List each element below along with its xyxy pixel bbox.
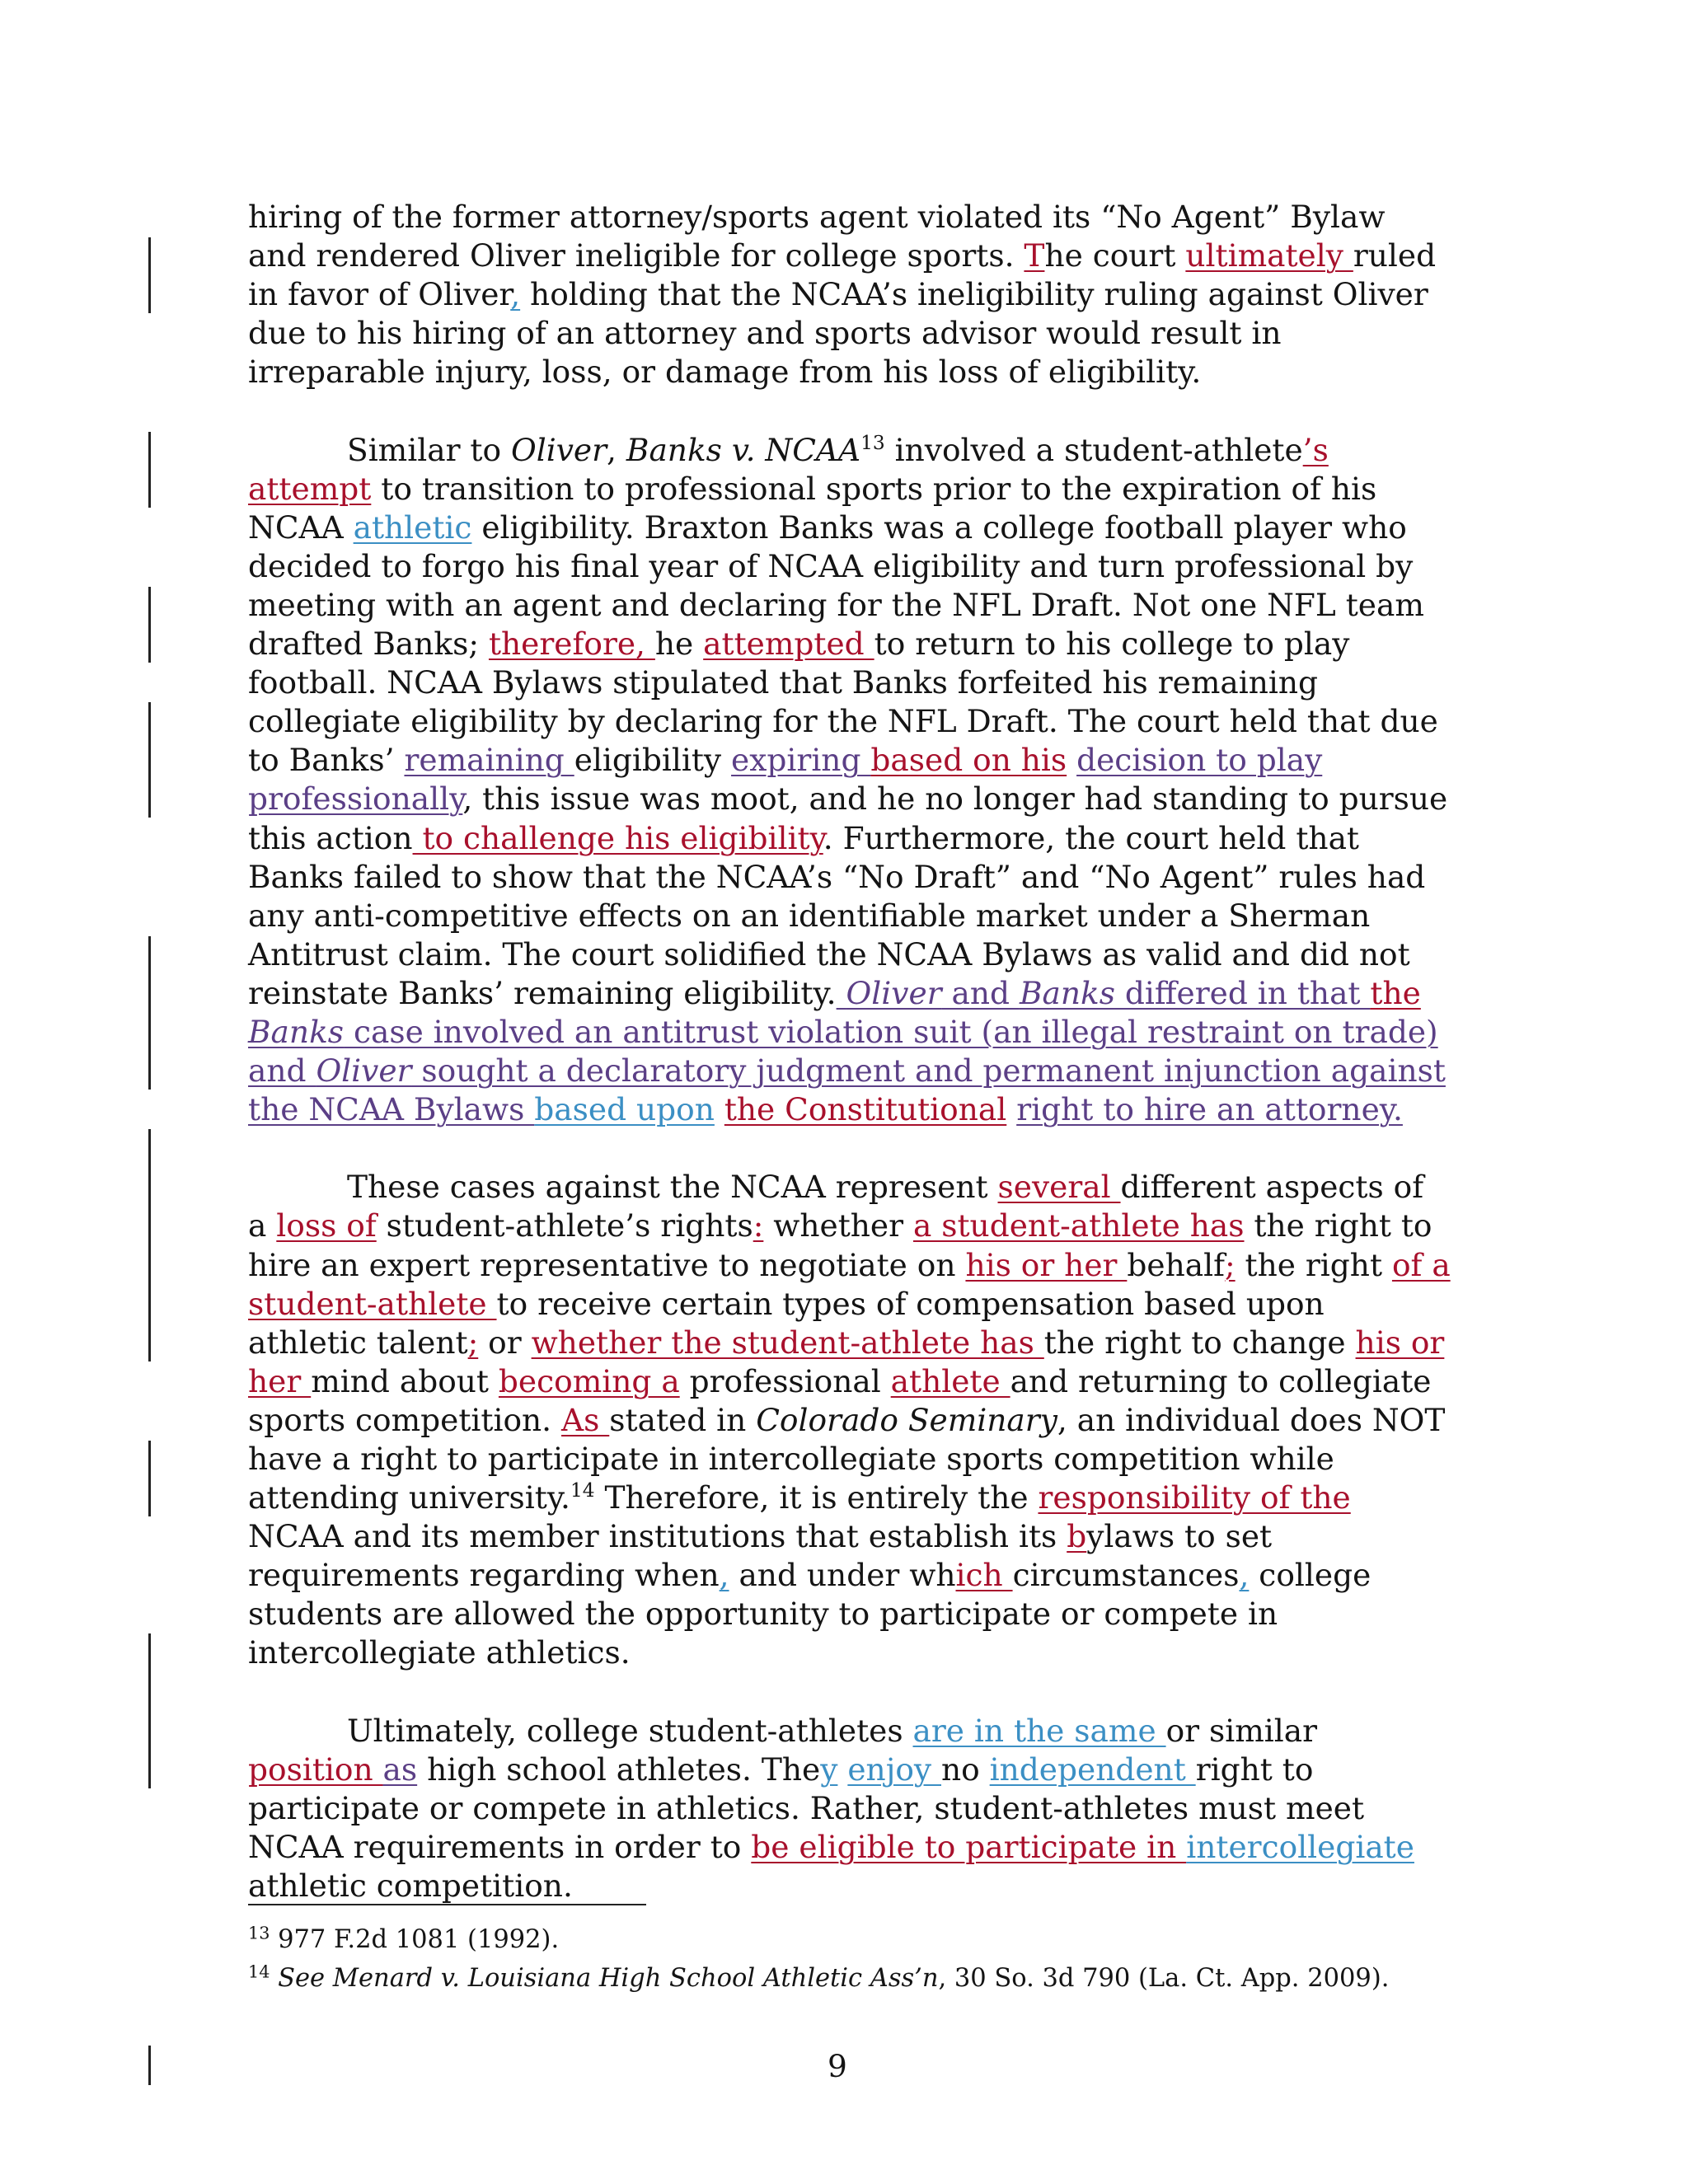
- tracked-insertion: ultimately: [1185, 237, 1353, 274]
- paragraph-3: [248, 1168, 1451, 1672]
- text-run: or: [478, 1324, 532, 1361]
- tracked-insertion: ;: [467, 1324, 479, 1361]
- footnote-reference: 14: [248, 1961, 270, 1982]
- text-run: student-athlete’s rights: [376, 1207, 753, 1244]
- paragraph-1: [248, 198, 1451, 391]
- change-bar: [148, 432, 151, 508]
- tracked-insertion: based on his: [870, 742, 1067, 779]
- tracked-insertion: differed in that: [1114, 974, 1371, 1011]
- change-bar: [148, 2046, 151, 2085]
- tracked-insertion: based upon: [534, 1091, 715, 1128]
- change-bar: [148, 237, 151, 313]
- tracked-insertion: the Constitutional: [724, 1091, 1007, 1128]
- text-run: the right to hire an expert representative to negotiate on: [248, 1207, 1432, 1283]
- text-run: for the NFL Draft. Not one NFL team drafted Banks;: [248, 586, 1424, 663]
- change-bar: [148, 587, 151, 663]
- page-number: 9: [828, 2048, 847, 2084]
- text-run: ,: [607, 431, 626, 468]
- tracked-insertion: becoming a: [498, 1362, 680, 1399]
- footnote-reference: 13: [248, 1923, 270, 1943]
- tracked-insertion: whether the student-athlete has: [531, 1324, 1044, 1361]
- text-run: stated in: [609, 1401, 757, 1438]
- text-run: [1006, 1091, 1016, 1127]
- footnote-separator: [248, 1904, 646, 1905]
- tracked-insertion: as: [382, 1750, 418, 1788]
- tracked-insertion: attempted: [703, 626, 874, 663]
- text-run: [270, 1964, 278, 1993]
- tracked-insertion: and: [941, 974, 1020, 1011]
- text-run: mind about: [311, 1362, 499, 1399]
- text-run: Similar to: [347, 431, 511, 468]
- text-run: no: [941, 1750, 990, 1788]
- tracked-insertion: athletic: [353, 509, 472, 546]
- tracked-insertion: his or her: [965, 1246, 1128, 1283]
- text-run: he: [654, 626, 704, 663]
- tracked-insertion: T: [1024, 237, 1045, 274]
- text-run: Therefore, it is entirely the: [594, 1479, 1039, 1516]
- tracked-insertion: [837, 975, 846, 1011]
- tracked-insertion: position: [248, 1750, 383, 1788]
- text-run: professional: [679, 1362, 891, 1399]
- text-run: [715, 1091, 724, 1127]
- tracked-insertion: are in the same: [912, 1712, 1166, 1749]
- text-run: behalf: [1127, 1246, 1225, 1283]
- tracked-insertion: y: [820, 1750, 838, 1788]
- change-bar: [148, 1129, 151, 1361]
- tracked-insertion: ich: [955, 1557, 1013, 1594]
- italic-text: See Menard v. Louisiana High School Athletic Ass’n: [278, 1964, 939, 1993]
- text-run: athletic competition.: [248, 1868, 573, 1905]
- tracked-insertion: responsibility of the: [1038, 1479, 1351, 1516]
- tracked-insertion: Oliver: [846, 974, 942, 1011]
- tracked-insertion: ,: [510, 276, 521, 313]
- tracked-insertion: of a student-athlete: [248, 1246, 1451, 1322]
- text-run: or similar: [1165, 1712, 1318, 1749]
- italic-text: Colorado Seminary: [756, 1401, 1057, 1438]
- text-run: Ultimately, college student-athletes: [347, 1712, 913, 1749]
- body-text: [248, 198, 1451, 1944]
- tracked-insertion: loss of: [276, 1207, 377, 1244]
- change-bar: [148, 702, 151, 818]
- text-run: These cases against the NCAA represent: [347, 1169, 998, 1206]
- text-run: to return to his college to play football. NCAA Bylaws stipulated that Banks forfeited his remaining collegiate eligibility by declaring for the NFL Draft. The court held that due to Banks’: [248, 626, 1438, 779]
- tracked-insertion: sought a declaratory judgment and permanent injunction against the NCAA Bylaws: [248, 1052, 1446, 1128]
- text-run: , 30 So. 3d 790 (La. Ct. App. 2009).: [938, 1964, 1390, 1993]
- text-run: . Furthermore, the court held that Banks failed to show that the NCAA’s “No Draft” and “No Agent” rules had any anti-competitive effects on an identifiable market under a Sherman Antitrust claim. The court solidified the NCAA Bylaws as valid and did not reinstate Banks’ remaining eligibility.: [248, 819, 1426, 1011]
- text-run: different aspects of a: [248, 1169, 1424, 1244]
- footnote-reference: 13: [860, 431, 885, 454]
- tracked-insertion: enjoy: [847, 1750, 941, 1788]
- text-run: eligibility: [574, 742, 732, 779]
- text-run: the right: [1235, 1246, 1392, 1283]
- text-run: and under wh: [729, 1557, 956, 1594]
- text-run: involved a student-athlete: [884, 431, 1303, 468]
- text-run: , this issue was moot, and he no longer had standing to pursue this action: [248, 780, 1448, 856]
- change-bar: [148, 936, 151, 1090]
- tracked-insertion: be eligible to participate in: [751, 1828, 1187, 1865]
- footnote-reference: 14: [570, 1479, 595, 1502]
- text-run: NCAA and its member institutions that establish its: [248, 1518, 1067, 1555]
- tracked-insertion: attempt: [248, 470, 372, 507]
- text-run: [837, 1751, 847, 1788]
- text-run: hiring of the former attorney/sports agent violated its “No Agent” Bylaw and rendered Oliver ineligible for college sports.: [248, 199, 1386, 274]
- tracked-insertion: to challenge his eligibility: [412, 819, 823, 856]
- tracked-insertion: decision to play professionally: [248, 742, 1323, 818]
- text-run: high school athletes. The: [417, 1750, 821, 1788]
- tracked-insertion: intercollegiate: [1186, 1828, 1414, 1865]
- tracked-insertion: ’s: [1302, 431, 1329, 468]
- footnotes: [248, 1920, 1451, 1998]
- tracked-insertion: several: [997, 1169, 1121, 1206]
- tracked-insertion: ,: [1239, 1557, 1250, 1594]
- text-run: ylaws to set requirements regarding when: [248, 1518, 1273, 1594]
- tracked-insertion: therefore,: [488, 626, 655, 663]
- text-run: [1067, 742, 1076, 778]
- text-run: , an individual does NOT have a right to participate in intercollegiate sports competition while attending university.: [248, 1401, 1446, 1516]
- footnote-14: [248, 1959, 1451, 1998]
- tracked-insertion: Oliver: [316, 1052, 412, 1090]
- text-run: to receive certain types of compensation based upon athletic talent: [248, 1285, 1325, 1361]
- text-run: circumstances: [1012, 1557, 1240, 1594]
- change-bar: [148, 1441, 151, 1516]
- footnote-13: [248, 1920, 1451, 1959]
- tracked-insertion: remaining: [404, 742, 574, 779]
- text-run: whether: [763, 1207, 913, 1244]
- text-run: right to participate or compete in athletics. Rather, student-athletes must meet NCAA requirements in order to: [248, 1750, 1365, 1865]
- text-run: he court: [1044, 237, 1186, 274]
- text-run: 977 F.2d 1081 (1992).: [270, 1925, 560, 1954]
- tracked-insertion: independent: [989, 1750, 1196, 1788]
- italic-text: Banks v. NCAA: [626, 431, 861, 468]
- paragraph-2: [248, 431, 1451, 1130]
- paragraph-4: [248, 1712, 1451, 1905]
- tracked-insertion: athlete: [890, 1362, 1010, 1399]
- tracked-insertion: Banks: [248, 1013, 345, 1050]
- text-run: college students are allowed the opportunity to participate or compete in intercollegiate athletics.: [248, 1557, 1372, 1671]
- text-run: holding that the NCAA’s ineligibility ruling against Oliver due to his hiring of an attorney and sports advisor would result in irreparable injury, loss, or damage from his loss of eligibility.: [248, 276, 1428, 391]
- text-run: and returning to collegiate sports competition.: [248, 1362, 1432, 1438]
- text-run: to transition to professional sports prior to the expiration of his NCAA: [248, 470, 1377, 546]
- change-bar: [148, 1633, 151, 1788]
- tracked-insertion: As: [561, 1401, 610, 1438]
- text-run: ruled in favor of Oliver: [248, 237, 1437, 313]
- tracked-insertion: b: [1067, 1518, 1087, 1555]
- tracked-insertion: ,: [719, 1557, 729, 1594]
- tracked-insertion: ;: [1224, 1246, 1236, 1283]
- tracked-insertion: the: [1370, 974, 1421, 1011]
- italic-text: Oliver: [511, 431, 607, 468]
- tracked-insertion: expiring: [731, 742, 871, 779]
- tracked-insertion: case involved an antitrust violation suit (an illegal restraint on trade) and: [248, 1013, 1438, 1090]
- text-run: eligibility. Braxton Banks was a college football player who decided to forgo his final year of NCAA eligibility and turn professional by meeting with an agent and declaring: [248, 509, 1414, 623]
- tracked-insertion: right to hire an attorney.: [1016, 1091, 1403, 1128]
- tracked-insertion: his or her: [248, 1324, 1445, 1399]
- tracked-insertion: :: [753, 1207, 764, 1244]
- text-run: the right to change: [1043, 1324, 1356, 1361]
- tracked-insertion: Banks: [1019, 974, 1115, 1011]
- tracked-insertion: a student-athlete has: [912, 1207, 1245, 1244]
